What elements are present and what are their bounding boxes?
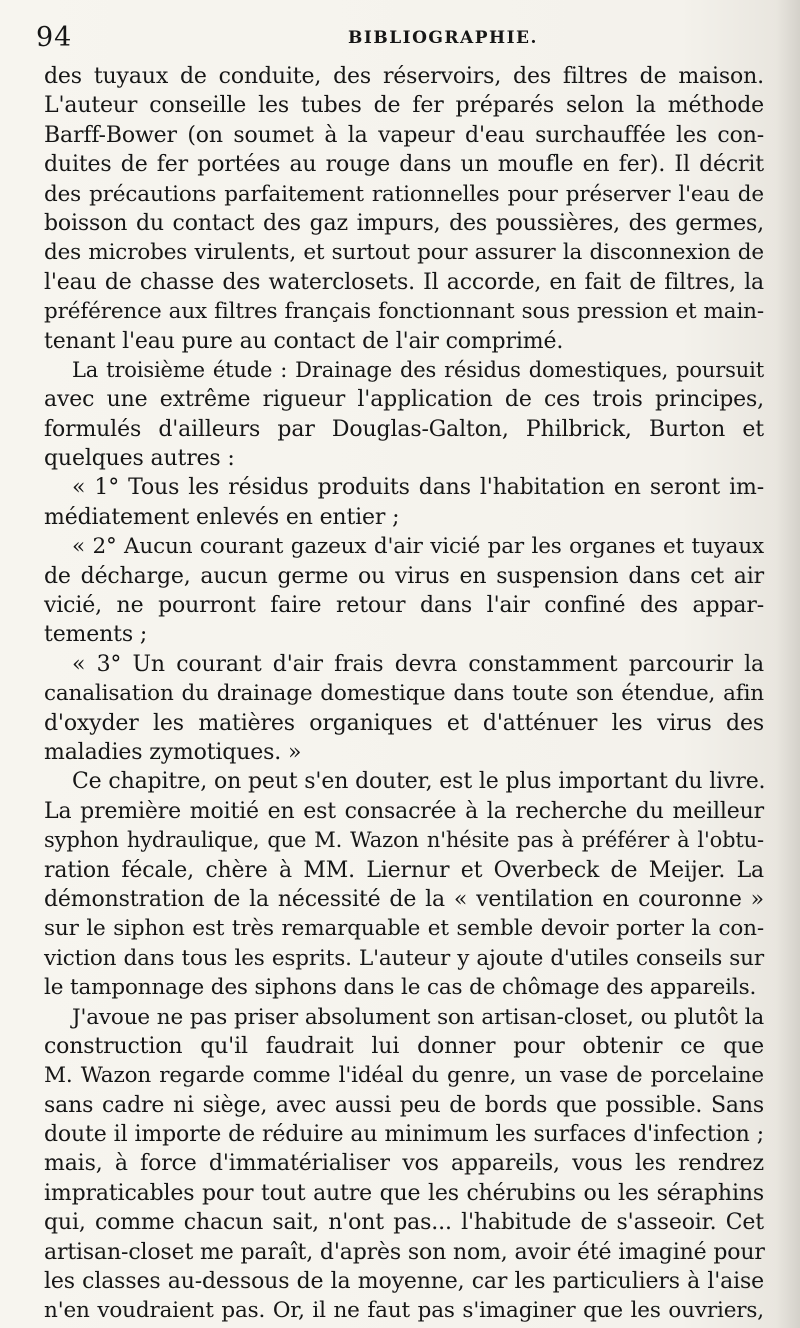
- text-line: le tamponnage des siphons dans le cas de chômage des appareils.: [44, 975, 757, 1001]
- text-line: ration fécale, chère à MM. Liernur et Overbeck de Meijer. La: [44, 857, 764, 883]
- text-line: canalisation du drainage domestique dans toute son étendue, afin: [44, 681, 764, 707]
- text-line: impraticables pour tout autre que les chérubins ou les séraphins: [44, 1180, 764, 1206]
- page-number: 94: [36, 22, 73, 53]
- body-text: [44, 62, 764, 1326]
- text-line: Ce chapitre, on peut s'en douter, est le plus important du livre.: [72, 769, 766, 795]
- text-line: M. Wazon regarde comme l'idéal du genre, un vase de porcelaine: [44, 1063, 764, 1089]
- text-line: mais, à force d'immatérialiser vos appareils, vous les rendrez: [44, 1151, 764, 1177]
- text-line: tements ;: [44, 622, 148, 648]
- text-line: « 3° Un courant d'air frais devra constamment parcourir la: [72, 651, 764, 677]
- text-line: tenant l'eau pure au contact de l'air comprimé.: [44, 328, 564, 354]
- text-line: démonstration de la nécessité de la « ventilation en couronne »: [44, 886, 764, 912]
- text-line: viction dans tous les esprits. L'auteur y ajoute d'utiles conseils sur: [44, 945, 764, 971]
- text-line: qui, comme chacun sait, n'ont pas... l'habitude de s'asseoir. Cet: [44, 1210, 764, 1236]
- text-line: « 1° Tous les résidus produits dans l'habitation en seront im-: [72, 475, 764, 501]
- text-line: L'auteur conseille les tubes de fer préparés selon la méthode: [44, 93, 764, 119]
- text-line: doute il importe de réduire au minimum les surfaces d'infection ;: [44, 1122, 764, 1148]
- text-line: Barff-Bower (on soumet à la vapeur d'eau surchauffée les con-: [44, 122, 764, 148]
- text-line: sur le siphon est très remarquable et semble devoir porter la con-: [44, 916, 764, 942]
- text-line: La troisième étude : Drainage des résidus domestiques, poursuit: [72, 357, 764, 382]
- text-line: médiatement enlevés en entier ;: [44, 504, 400, 530]
- text-line: maladies zymotiques. »: [44, 739, 302, 765]
- text-line: J'avoue ne pas priser absolument son artisan-closet, ou plutôt la: [72, 1004, 764, 1030]
- text-line: vicié, ne pourront faire retour dans l'air confiné des appar-: [44, 593, 764, 619]
- text-line: formulés d'ailleurs par Douglas-Galton, Philbrick, Burton et: [44, 416, 764, 442]
- page-header: [36, 22, 760, 52]
- text-line: les classes au-dessous de la moyenne, car les particuliers à l'aise: [44, 1269, 764, 1295]
- text-line: boisson du contact des gaz impurs, des poussières, des germes,: [44, 210, 764, 236]
- text-line: de décharge, aucun germe ou virus en suspension dans cet air: [44, 563, 764, 589]
- text-line: des tuyaux de conduite, des réservoirs, des filtres de maison.: [44, 64, 764, 89]
- running-head: BIBLIOGRAPHIE.: [348, 28, 538, 48]
- text-line: quelques autres :: [44, 446, 235, 472]
- text-line: des précautions parfaitement rationnelles pour préserver l'eau de: [44, 181, 764, 207]
- text-line: duites de fer portées au rouge dans un moufle en fer). Il décrit: [44, 152, 764, 178]
- text-line: d'oxyder les matières organiques et d'atténuer les virus des: [44, 710, 764, 736]
- text-line: préférence aux filtres français fonctionnant sous pression et main-: [44, 299, 764, 325]
- text-line: construction qu'il faudrait lui donner pour obtenir ce que: [44, 1033, 764, 1059]
- text-line: « 2° Aucun courant gazeux d'air vicié par les organes et tuyaux: [72, 534, 764, 560]
- text-line: avec une extrême rigueur l'application de ces trois principes,: [44, 387, 764, 413]
- text-line: des microbes virulents, et surtout pour assurer la disconnexion de: [44, 240, 764, 266]
- text-line: l'eau de chasse des waterclosets. Il accorde, en fait de filtres, la: [44, 269, 764, 295]
- text-line: La première moitié en est consacrée à la recherche du meilleur: [44, 798, 764, 824]
- text-line: artisan-closet me paraît, d'après son nom, avoir été imaginé pour: [44, 1239, 765, 1265]
- text-line: sans cadre ni siège, avec aussi peu de bords que possible. Sans: [44, 1092, 764, 1118]
- text-line: n'en voudraient pas. Or, il ne faut pas s'imaginer que les ouvriers,: [44, 1298, 764, 1324]
- text-line: syphon hydraulique, que M. Wazon n'hésite pas à préférer à l'obtu-: [44, 828, 764, 853]
